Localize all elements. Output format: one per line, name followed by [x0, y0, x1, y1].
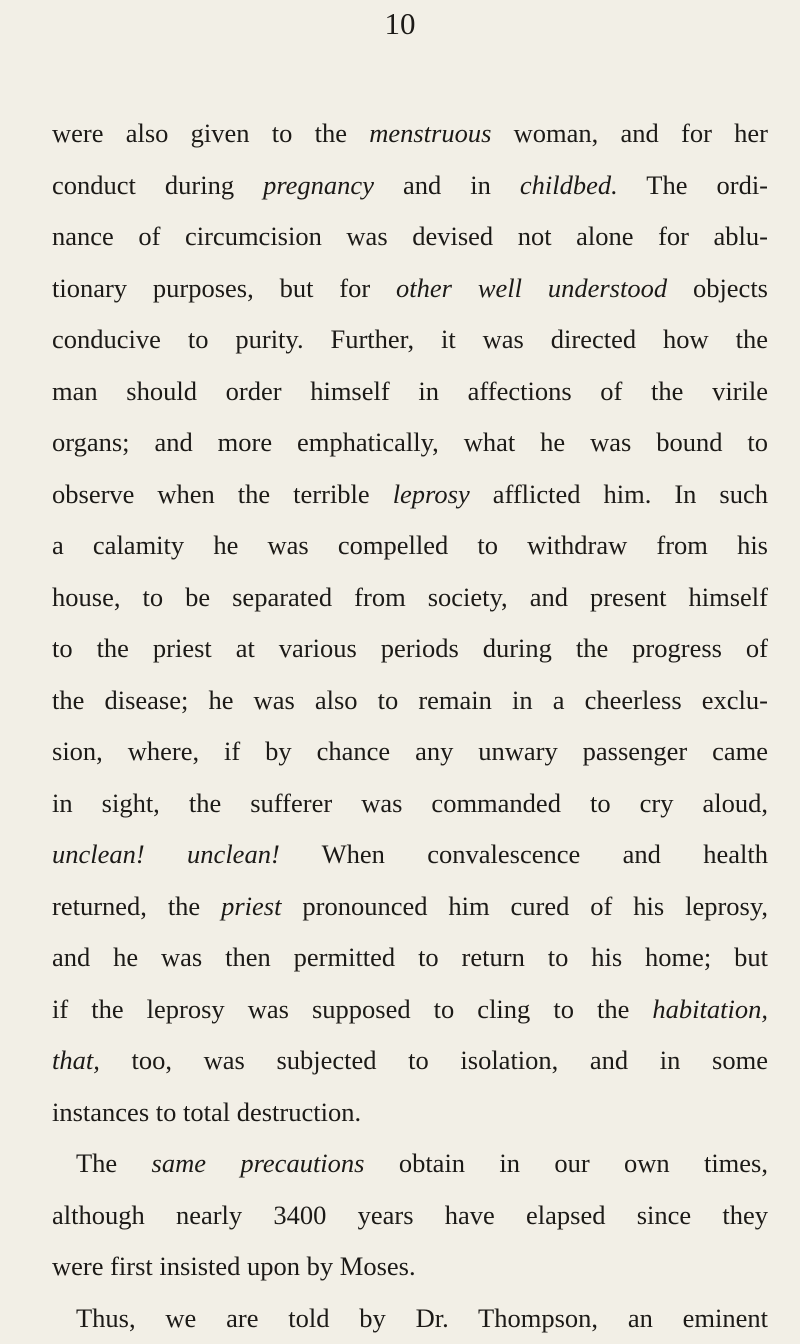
text-line [52, 881, 768, 933]
text-segment: too, was subjected to isolation, and in some [100, 1045, 768, 1075]
text-line [52, 366, 768, 418]
text-line [52, 778, 768, 830]
text-segment: afflicted him. In such [470, 479, 768, 509]
text-line [52, 211, 768, 263]
text-line [52, 1190, 768, 1242]
italic-text: habitation, [652, 994, 768, 1024]
text-line [52, 1087, 768, 1139]
text-line [52, 469, 768, 521]
text-line [52, 263, 768, 315]
page-number: 10 [0, 4, 800, 44]
text-line [52, 1241, 768, 1293]
italic-text: that, [52, 1045, 100, 1075]
text-line [52, 314, 768, 366]
text-segment: Thus, we are told by Dr. Thompson, an eminent [76, 1303, 768, 1333]
text-segment: obtain in our own times, [364, 1148, 768, 1178]
text-segment: The ordi- [618, 170, 768, 200]
text-segment: if the leprosy was supposed to cling to the [52, 994, 652, 1024]
text-line [52, 1035, 768, 1087]
text-line [52, 1293, 768, 1344]
text-segment: sion, where, if by chance any unwary passenger came [52, 736, 768, 766]
text-segment: were also given to the [52, 118, 369, 148]
italic-text: menstruous [369, 118, 491, 148]
text-segment: pronounced him cured of his leprosy, [281, 891, 768, 921]
italic-text: leprosy [393, 479, 470, 509]
text-segment: man should order himself in affections of the virile [52, 376, 768, 406]
body-text [52, 108, 768, 1344]
text-segment: instances to total destruction. [52, 1097, 361, 1127]
italic-text: pregnancy [263, 170, 374, 200]
text-segment: and he was then permitted to return to his home; but [52, 942, 768, 972]
text-segment: to the priest at various periods during the progress of [52, 633, 768, 663]
text-segment: conducive to purity. Further, it was directed how the [52, 324, 768, 354]
text-line [52, 984, 768, 1036]
italic-text: childbed. [520, 170, 618, 200]
text-segment: conduct during [52, 170, 263, 200]
text-segment: When convalescence and health [280, 839, 768, 869]
text-line [52, 932, 768, 984]
text-segment: returned, the [52, 891, 221, 921]
text-segment: although nearly 3400 years have elapsed since they [52, 1200, 768, 1230]
text-segment: were first insisted upon by Moses. [52, 1251, 416, 1281]
text-line [52, 108, 768, 160]
text-segment: house, to be separated from society, and present himself [52, 582, 768, 612]
text-line [52, 520, 768, 572]
text-segment: organs; and more emphatically, what he was bound to [52, 427, 768, 457]
text-segment: a calamity he was compelled to withdraw from his [52, 530, 768, 560]
text-line [52, 160, 768, 212]
italic-text: same precautions [152, 1148, 365, 1178]
italic-text: priest [221, 891, 281, 921]
text-line [52, 675, 768, 727]
italic-text: unclean! unclean! [52, 839, 280, 869]
text-segment: nance of circumcision was devised not alone for ablu- [52, 221, 768, 251]
text-segment: observe when the terrible [52, 479, 393, 509]
text-line [52, 1138, 768, 1190]
italic-text: other well understood [396, 273, 667, 303]
text-line [52, 417, 768, 469]
text-segment: woman, and for her [491, 118, 768, 148]
text-line [52, 572, 768, 624]
text-segment: objects [667, 273, 768, 303]
text-segment: in sight, the sufferer was commanded to cry aloud, [52, 788, 768, 818]
text-line [52, 726, 768, 778]
text-segment: The [76, 1148, 152, 1178]
text-line [52, 829, 768, 881]
text-segment: and in [374, 170, 520, 200]
text-segment: tionary purposes, but for [52, 273, 396, 303]
text-segment: the disease; he was also to remain in a cheerless exclu- [52, 685, 768, 715]
text-line [52, 623, 768, 675]
